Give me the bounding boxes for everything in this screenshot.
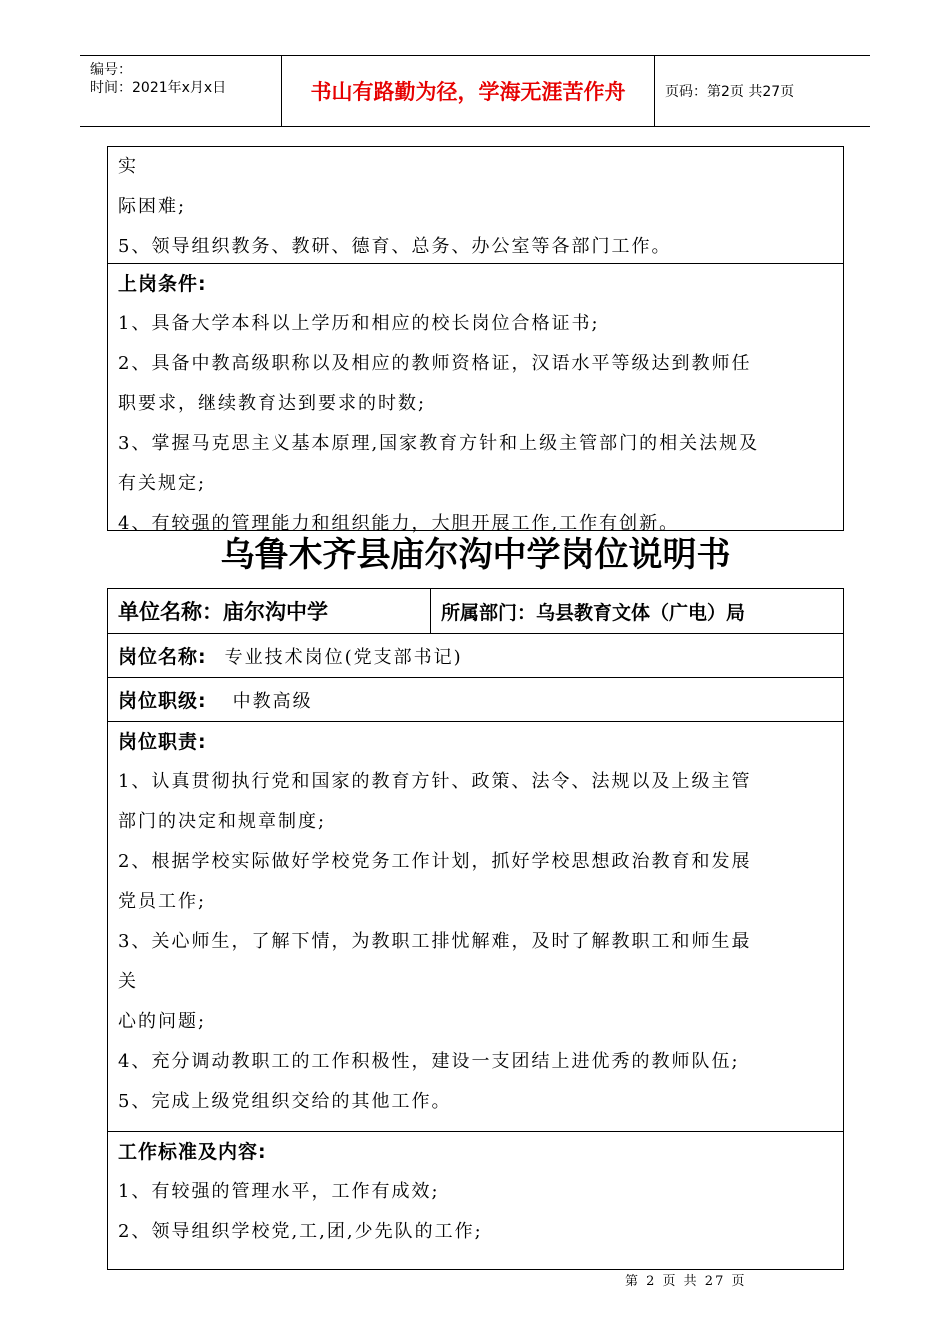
unit-name: 单位名称：庙尔沟中学: [108, 589, 431, 633]
text-line: 实: [118, 156, 138, 177]
post-level-row: [108, 677, 843, 721]
page-footer: 第 2 页 共 27 页: [625, 1274, 747, 1289]
department-name: 所属部门：乌县教育文体（广电）局: [441, 601, 746, 624]
requirements-label: 上岗条件:: [118, 273, 207, 295]
text-line: 党员工作;: [118, 891, 207, 912]
post-level-label: 岗位职级:: [118, 690, 207, 712]
text-line: 2、根据学校实际做好学校党务工作计划，抓好学校思想政治教育和发展: [118, 851, 752, 872]
unit-row: [108, 589, 843, 633]
standards-cell: [108, 1131, 843, 1269]
text-line: 际困难;: [118, 196, 187, 217]
header-meta: [80, 56, 282, 126]
text-line: 5、领导组织教务、教研、德育、总务、办公室等各部门工作。: [118, 236, 672, 257]
text-line: 4、充分调动教职工的工作积极性，建设一支团结上进优秀的教师队伍;: [118, 1051, 740, 1072]
previous-duties-cell: [108, 147, 843, 263]
duties-label: 岗位职责:: [118, 731, 207, 753]
duties-cell: [108, 721, 843, 1131]
text-line: 关: [118, 971, 138, 992]
post-name-row: [108, 633, 843, 677]
text-line: 2、具备中教高级职称以及相应的教师资格证，汉语水平等级达到教师任: [118, 353, 752, 374]
header-page: 页码：第2页 共27页: [665, 84, 795, 100]
header-time: 时间：2021年x月x日: [90, 80, 227, 96]
job-description-table: [107, 588, 844, 1270]
header-number: 编号：: [90, 62, 132, 78]
standards-label: 工作标准及内容:: [118, 1141, 267, 1163]
text-line: 1、认真贯彻执行党和国家的教育方针、政策、法令、法规以及上级主管: [118, 771, 752, 792]
document-title: 乌鲁木齐县庙尔沟中学岗位说明书: [220, 535, 731, 575]
text-line: 有关规定;: [118, 473, 207, 494]
page-header: [80, 55, 870, 127]
text-line: 4、有较强的管理能力和组织能力，大胆开展工作,工作有创新。: [118, 513, 680, 534]
text-line: 部门的决定和规章制度;: [118, 811, 327, 832]
text-line: 3、掌握马克思主义基本原理,国家教育方针和上级主管部门的相关法规及: [118, 433, 760, 454]
requirements-cell: [108, 263, 843, 534]
previous-section-table: [107, 146, 844, 534]
text-line: 心的问题;: [118, 1011, 207, 1032]
text-line: 5、完成上级党组织交给的其他工作。: [118, 1091, 452, 1112]
post-name-value: 专业技术岗位(党支部书记): [224, 646, 463, 668]
text-line: 1、有较强的管理水平，工作有成效;: [118, 1181, 440, 1202]
text-line: 3、关心师生，了解下情，为教职工排忧解难，及时了解教职工和师生最: [118, 931, 752, 952]
text-line: 2、领导组织学校党,工,团,少先队的工作;: [118, 1221, 483, 1242]
text-line: 1、具备大学本科以上学历和相应的校长岗位合格证书;: [118, 313, 600, 334]
post-level-value: 中教高级: [232, 690, 313, 712]
text-line: 职要求，继续教育达到要求的时数;: [118, 393, 427, 414]
header-motto: 书山有路勤为径，学海无涯苦作舟: [282, 56, 655, 126]
post-name-label: 岗位名称:: [118, 646, 207, 668]
